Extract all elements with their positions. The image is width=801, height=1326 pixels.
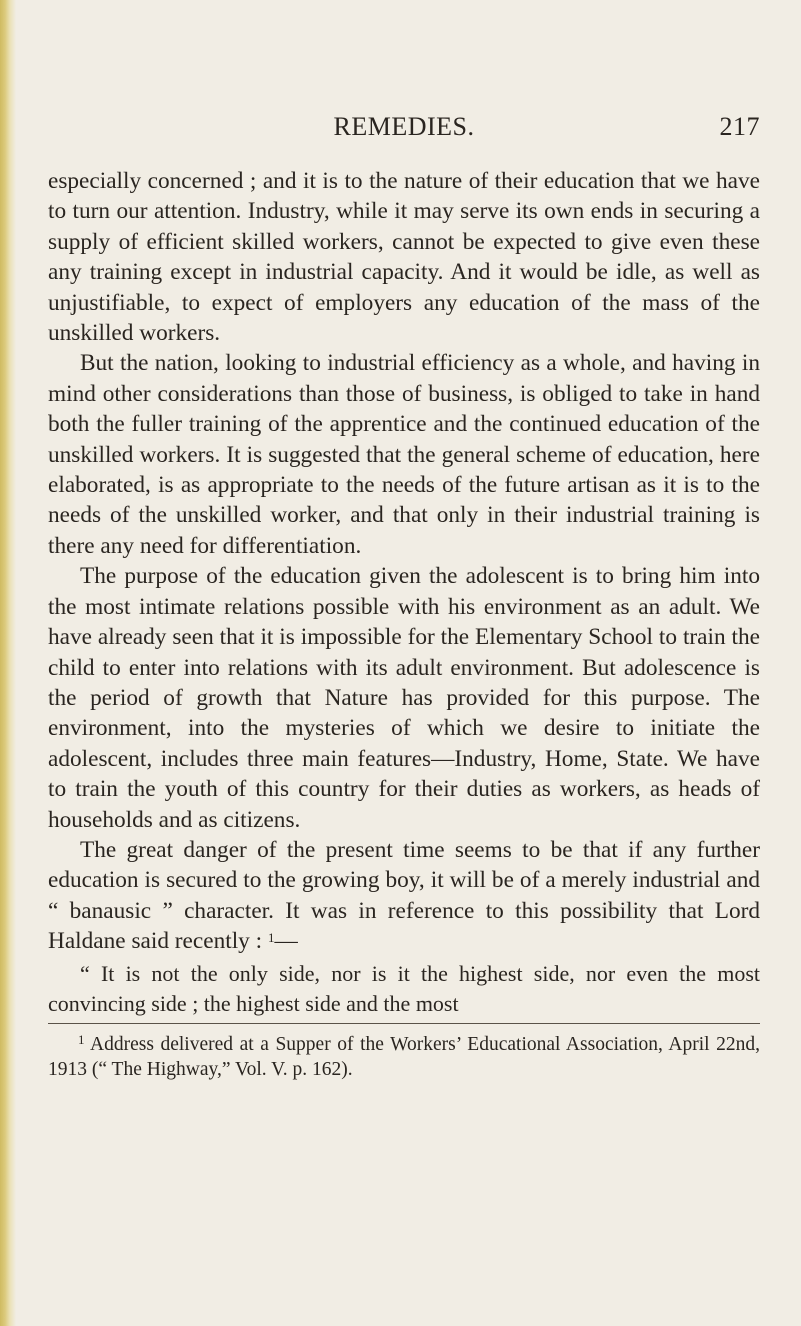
quotation: “ It is not the only side, nor is it the highest side, nor even the most convincing side ; the highest side and the most: [48, 960, 760, 1016]
paragraph-4: [48, 835, 760, 957]
book-page: [48, 112, 760, 1082]
footnote-reference: 1: [267, 930, 275, 946]
footnote: [48, 1032, 760, 1082]
em-dash: —: [274, 928, 298, 955]
body-text: [48, 166, 760, 1019]
running-title: REMEDIES.: [333, 112, 475, 141]
paragraph-3: The purpose of the education given the adolescent is to bring him into the most intimate relations possible with his environment as an adult. We have already seen that it is impossible for the Elementary School to train the child to enter into relations with its adult environment. But adolescence is the period of growth that Nature has provided for this purpose. The environment, into the mysteries of which we desire to initiate the adolescent, includes three main features—Industry, Home, State. We have to train the youth of this country for their duties as workers, as heads of households and as citizens.: [48, 563, 760, 833]
running-header: [48, 112, 760, 144]
paragraph-2: But the nation, looking to industrial efficiency as a whole, and having in mind other considerations than those of business, is obliged to take in hand both the fuller training of the apprentice and the continued education of the unskilled workers. It is suggested that the general scheme of education, here elaborated, is as appropriate to the needs of the future artisan as it is to the needs of the unskilled worker, and that only in their industrial training is there any need for differentiation.: [48, 350, 760, 559]
footnote-marker: 1: [78, 1032, 85, 1048]
paragraph-4-text: The great danger of the present time seems to be that if any further education is secured to the growing boy, it will be of a merely industrial and “ banausic ” character. It was in reference to this possibility that Lord Haldane said recently :: [48, 836, 760, 955]
paragraph-1: especially concerned ; and it is to the nature of their education that we have to turn our attention. Industry, while it may serve its own ends in securing a supply of efficient skilled workers, cannot be expected to give even these any training except in industrial capacity. And it would be idle, as well as unjustifiable, to expect of employers any education of the mass of the unskilled workers.: [48, 168, 760, 347]
page-gutter-shadow: [0, 0, 16, 1326]
page-number: 217: [719, 112, 760, 141]
footnote-rule: [48, 1023, 760, 1024]
footnote-text: Address delivered at a Supper of the Workers’ Educational Association, April 22nd, 1913 (“ The Highway,” Vol. V. p. 162).: [48, 1034, 760, 1081]
